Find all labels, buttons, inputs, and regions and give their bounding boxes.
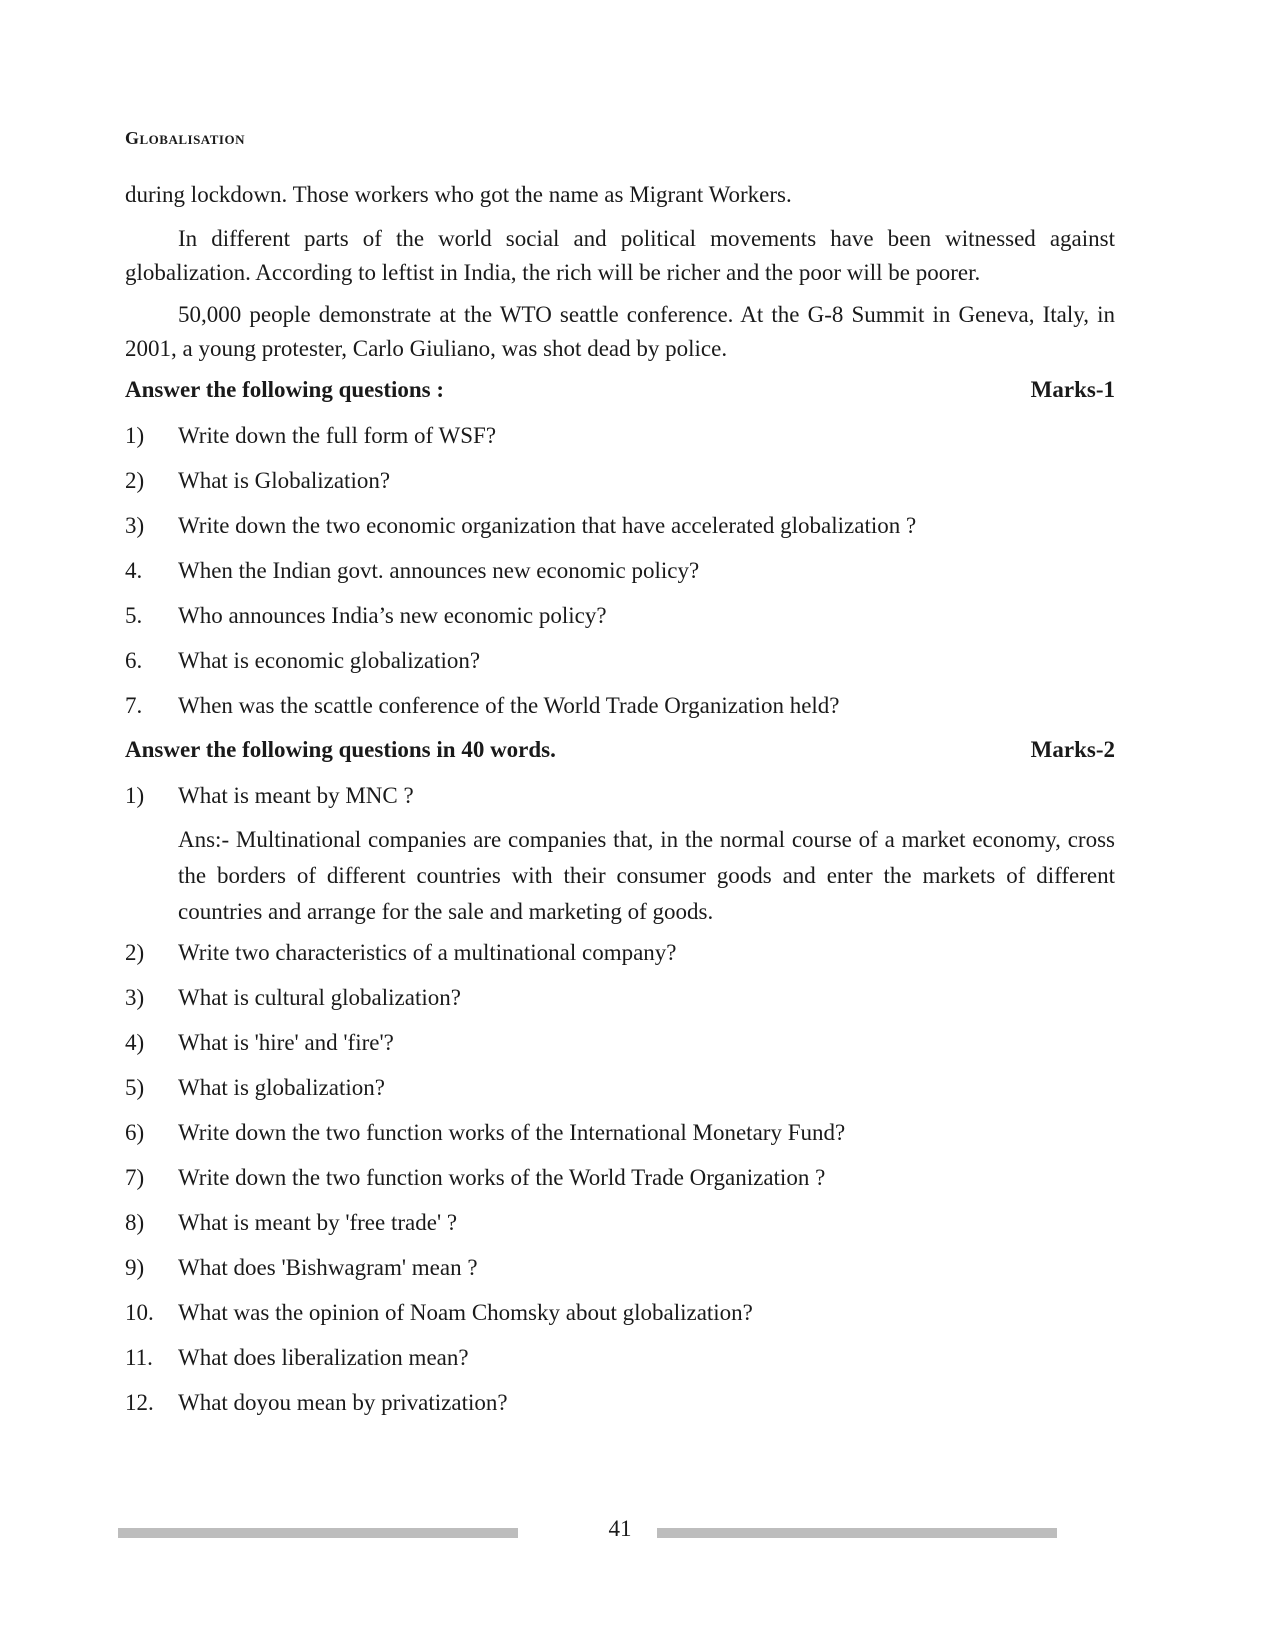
question-text: Write two characteristics of a multinational company?	[178, 940, 677, 965]
question-number: 12.	[125, 1390, 154, 1415]
question-number: 4.	[125, 558, 143, 583]
question-number: 1)	[125, 423, 145, 448]
document-page	[125, 0, 1115, 1651]
question-number: 3)	[125, 513, 145, 538]
paragraph-1: during lockdown. Those workers who got the name as Migrant Workers.	[125, 182, 792, 207]
question-number: 6)	[125, 1120, 145, 1145]
question-number: 2)	[125, 468, 145, 493]
question-text: Write down the two function works of the World Trade Organization ?	[178, 1165, 826, 1190]
question-text: What is Globalization?	[178, 468, 391, 493]
question-text: What does liberalization mean?	[178, 1345, 469, 1370]
page-number: 41	[608, 1516, 632, 1541]
question-text: What is economic globalization?	[178, 648, 481, 673]
section-2-title: Answer the following questions in 40 words.	[125, 737, 556, 762]
question-number: 8)	[125, 1210, 145, 1235]
question-number: 5)	[125, 1075, 145, 1100]
question-number: 7.	[125, 693, 143, 718]
question-number: 4)	[125, 1030, 145, 1055]
question-number: 5.	[125, 603, 143, 628]
question-text: What is meant by 'free trade' ?	[178, 1210, 458, 1235]
question-text: Write down the two economic organization that have accelerated globalization ?	[178, 513, 917, 538]
question-number: 11.	[125, 1345, 153, 1370]
running-header: Globalisation	[125, 128, 245, 148]
question-text: Write down the two function works of the International Monetary Fund?	[178, 1120, 846, 1145]
section-1-marks: Marks-1	[1030, 377, 1115, 402]
question-text: When the Indian govt. announces new economic policy?	[178, 558, 700, 583]
question-number: 3)	[125, 985, 145, 1010]
section-2-heading	[125, 737, 1115, 763]
question-text: What is meant by MNC ?	[178, 783, 414, 808]
question-text: What is 'hire' and 'fire'?	[178, 1030, 394, 1055]
section-2-marks: Marks-2	[1030, 737, 1115, 762]
footer-rule-right	[657, 1528, 1057, 1538]
question-number: 10.	[125, 1300, 154, 1325]
question-text: What doyou mean by privatization?	[178, 1390, 508, 1415]
paragraph-3: 50,000 people demonstrate at the WTO seattle conference. At the G-8 Summit in Geneva, Italy, in 2001, a young protester, Carlo Giuliano, was shot dead by police.	[125, 302, 1115, 361]
question-number: 2)	[125, 940, 145, 965]
question-number: 9)	[125, 1255, 145, 1280]
question-text: What is cultural globalization?	[178, 985, 461, 1010]
section-1-title: Answer the following questions :	[125, 377, 445, 402]
question-text: What is globalization?	[178, 1075, 385, 1100]
question-text: Write down the full form of WSF?	[178, 423, 497, 448]
question-text: What does 'Bishwagram' mean ?	[178, 1255, 478, 1280]
question-number: 7)	[125, 1165, 145, 1190]
question-text: Who announces India’s new economic policy?	[178, 603, 607, 628]
paragraph-2: In different parts of the world social and political movements have been witnessed against globalization. According to leftist in India, the rich will be richer and the poor will be poorer.	[125, 226, 1115, 285]
footer-rule-left	[118, 1528, 518, 1538]
question-text: When was the scattle conference of the World Trade Organization held?	[178, 693, 840, 718]
question-text: What was the opinion of Noam Chomsky about globalization?	[178, 1300, 753, 1325]
section-1-heading	[125, 377, 1115, 403]
question-number: 1)	[125, 783, 145, 808]
question-number: 6.	[125, 648, 143, 673]
answer-text: Ans:- Multinational companies are companies that, in the normal course of a market economy, cross the borders of different countries with their consumer goods and enter the markets of different countries and arrange for the sale and marketing of goods.	[178, 827, 1115, 924]
